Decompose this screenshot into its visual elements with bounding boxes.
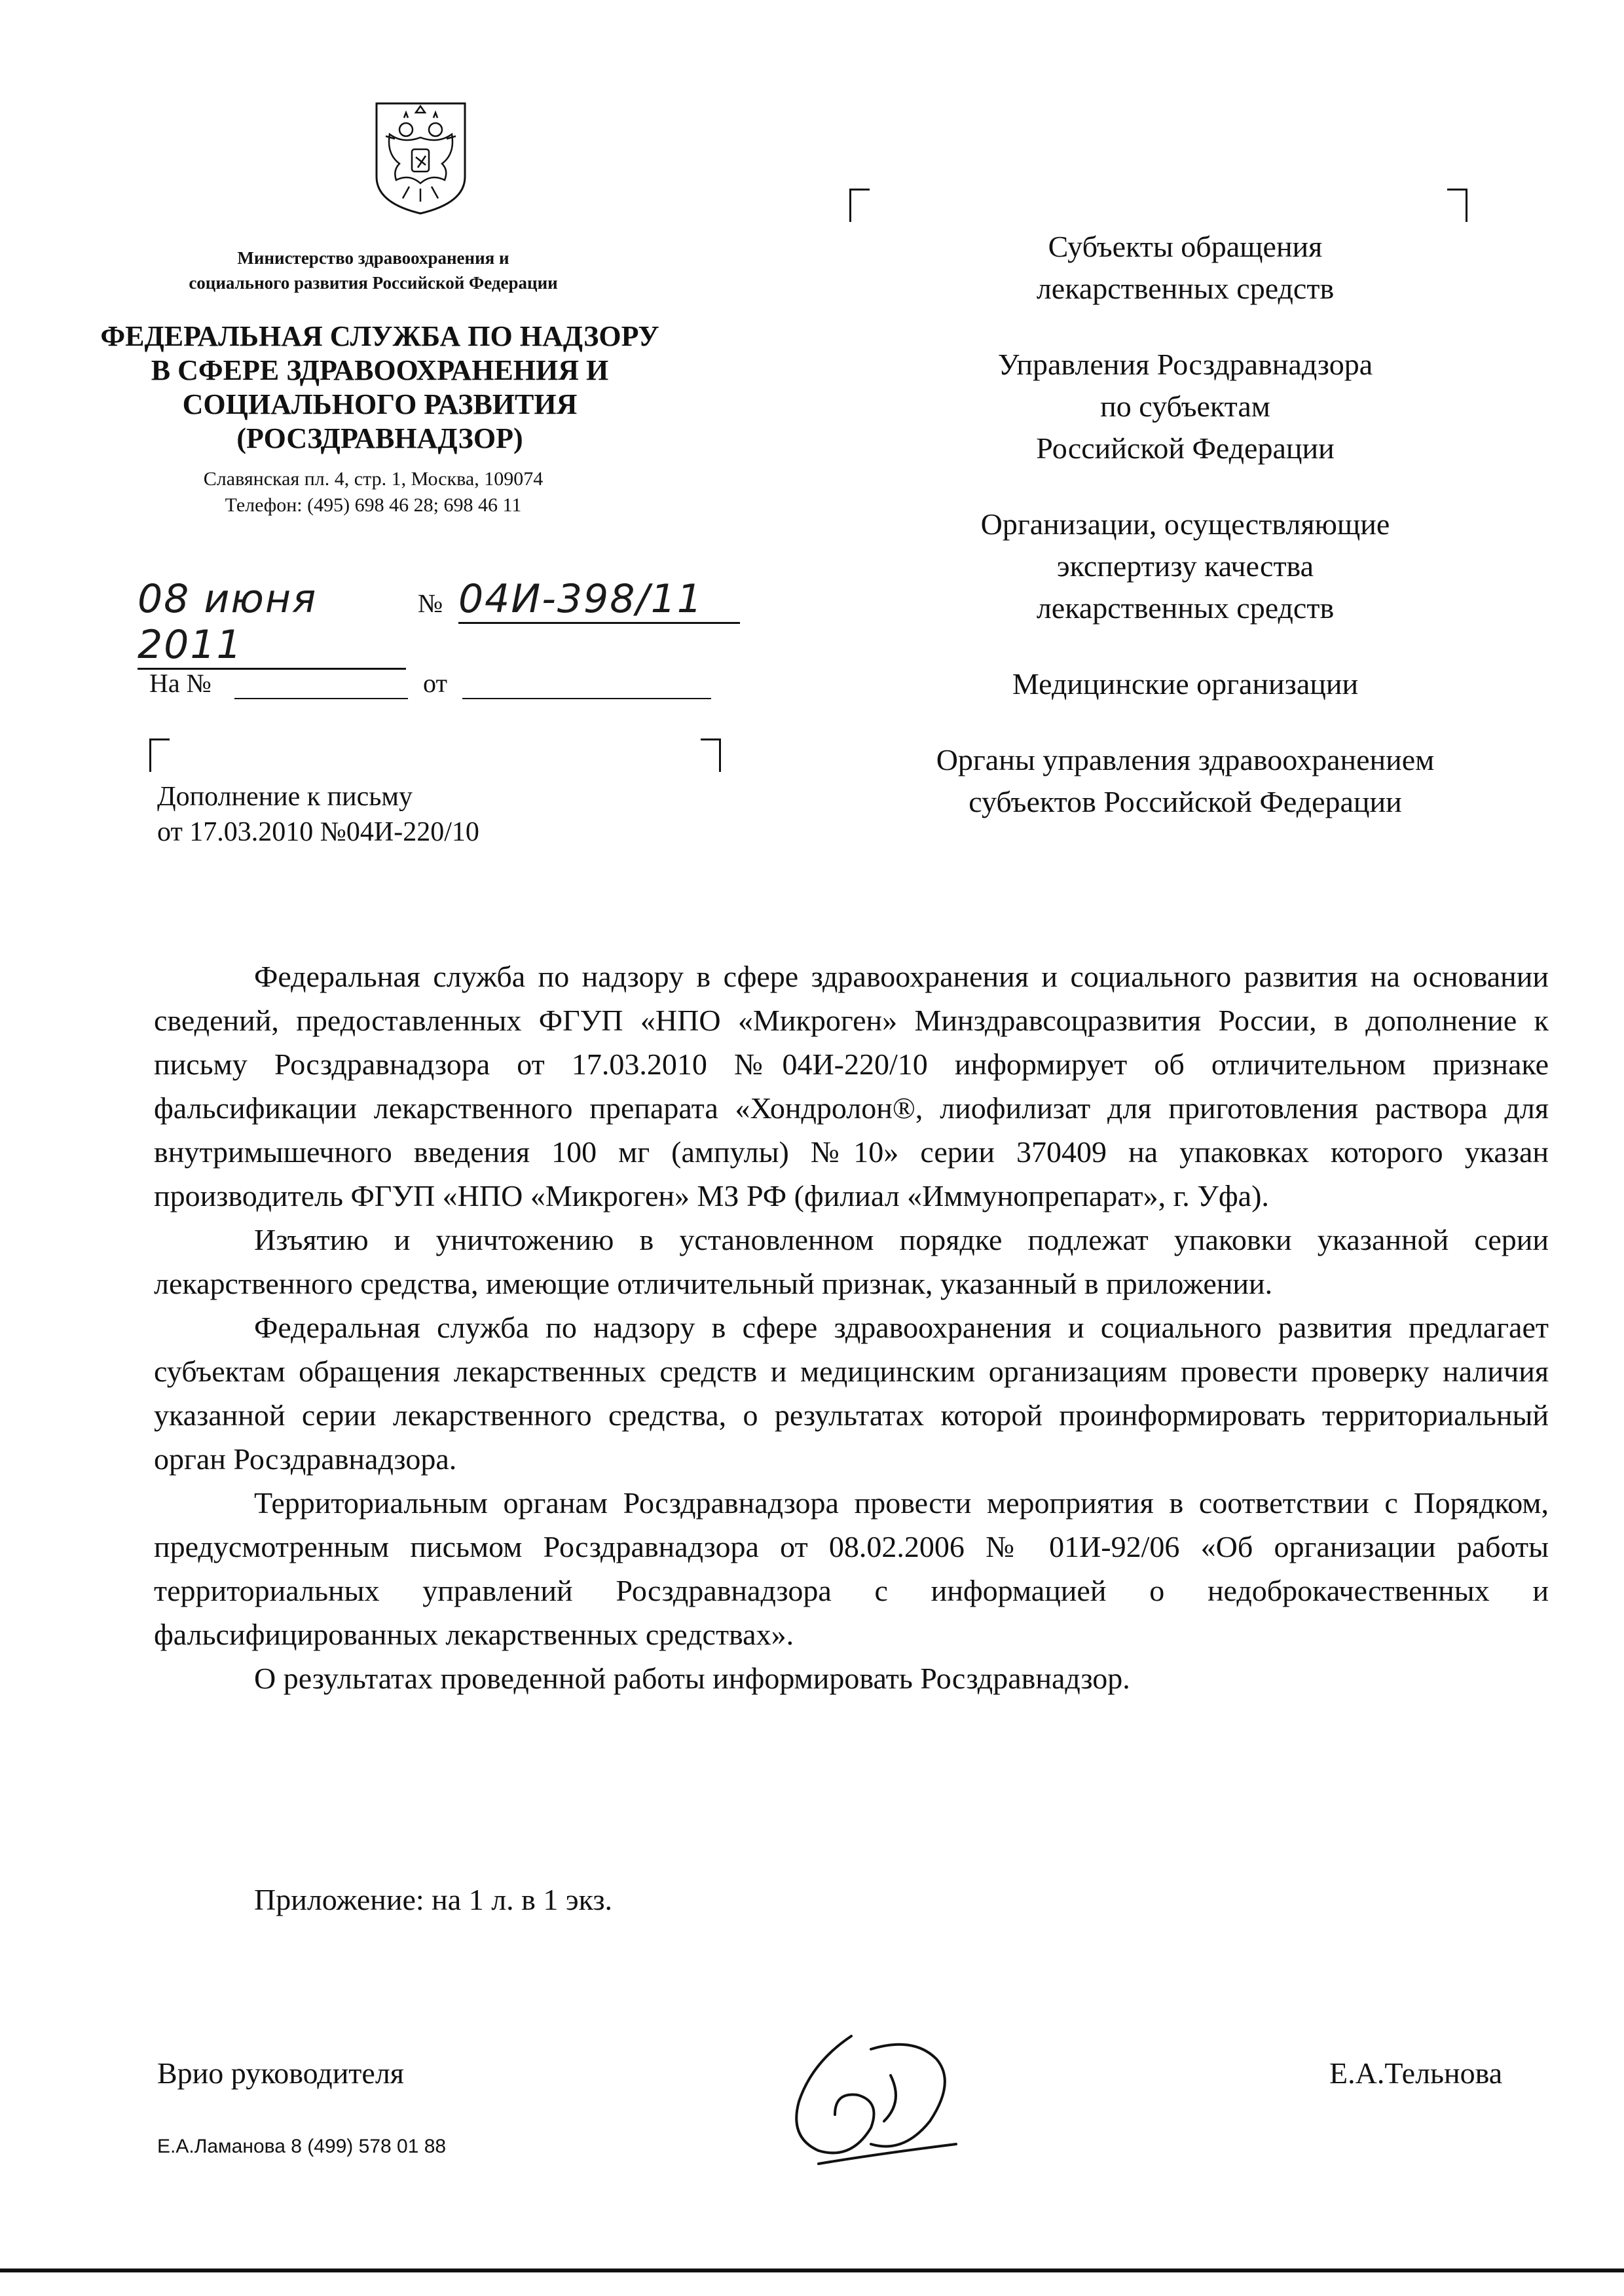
ministry-line: Министерство здравоохранения и xyxy=(237,248,509,268)
recipient-line: по субъектам xyxy=(1100,390,1270,423)
agency-line: (РОСЗДРАВНАДЗОР) xyxy=(236,422,523,454)
registration-date: 08 июня 2011 xyxy=(138,576,406,670)
reference-line xyxy=(149,668,719,707)
agency-address xyxy=(98,466,648,519)
recipient-group xyxy=(858,739,1513,823)
address-line: Славянская пл. 4, стр. 1, Москва, 109074 xyxy=(203,468,544,490)
recipient-bracket-left xyxy=(849,189,870,222)
ministry-line: социального развития Российской Федерации xyxy=(189,273,558,293)
executor-contact: Е.А.Ламанова 8 (499) 578 01 88 xyxy=(157,2136,447,2157)
signatory-title: Врио руководителя xyxy=(157,2056,404,2090)
body-paragraph: Территориальным органам Росздравнадзора провести мероприятия в соответствии с Порядком, предусмотренным письмом Росздравнадзора от 08.02.2006 № 01И-92/06 «Об организации работы территориальных управлений Росздравнадзора с информацией о недоброкачественных и фальсифицированных лекарственных средствах». xyxy=(154,1486,1549,1651)
recipient-group xyxy=(858,503,1513,629)
ref-from-label: от xyxy=(423,668,447,698)
footer-rule xyxy=(0,2269,1624,2272)
registration-number: 04И-398/11 xyxy=(458,576,740,624)
agency-line: СОЦИАЛЬНОГО РАЗВИТИЯ xyxy=(182,388,578,420)
recipient-line: субъектов Российской Федерации xyxy=(969,785,1402,818)
body-paragraph: О результатах проведенной работы информировать Росздравнадзор. xyxy=(254,1662,1130,1695)
attachment-note: Приложение: на 1 л. в 1 экз. xyxy=(254,1883,613,1916)
handwritten-signature-icon xyxy=(773,2023,969,2174)
subject-bracket-right xyxy=(701,738,721,772)
ref-date-blank xyxy=(462,698,711,699)
registration-line xyxy=(138,576,747,668)
recipient-line: экспертизу качества xyxy=(1056,549,1314,583)
recipient-line: лекарственных средств xyxy=(1036,272,1335,305)
body-paragraph: Федеральная служба по надзору в сфере здравоохранения и социального развития на основании сведений, предоставленных ФГУП «НПО «Микроген» Минздравсоцразвития России, в дополнение к письму Росздравнадзора от 17.03.2010 №04И-220/10 информирует об отличительном признаке фальсификации лекарственного препарата «Хондролон®, лиофилизат для приготовления раствора для внутримышечного введения 100 мг (ампулы) №10» серии 370409 на упаковках которого указан производитель ФГУП «НПО «Микроген» МЗ РФ (филиал «Иммунопрепарат», г. Уфа). xyxy=(154,960,1549,1212)
addendum-line: Дополнение к письму xyxy=(157,782,413,812)
signatory-name: Е.А.Тельнова xyxy=(1329,2056,1503,2090)
body-paragraph: Изъятию и уничтожению в установленном порядке подлежат упаковки указанной серии лекарственного средства, имеющие отличительный признак, указанный в приложении. xyxy=(154,1223,1549,1300)
recipients-block xyxy=(858,226,1513,857)
recipient-group xyxy=(858,344,1513,469)
ministry-name xyxy=(98,246,648,295)
ref-number-blank xyxy=(234,698,408,699)
addendum-line: от 17.03.2010 №04И-220/10 xyxy=(157,817,479,847)
phone-line: Телефон: (495) 698 46 28; 698 46 11 xyxy=(225,494,522,516)
body-paragraph: Федеральная служба по надзору в сфере здравоохранения и социального развития предлагает субъектам обращения лекарственных средств и медицинским организациям провести проверку наличия указанной серии лекарственного средства, о результатах которой проинформировать территориальный орган Росздравнадзора. xyxy=(154,1311,1549,1476)
recipient-line: Управления Росздравнадзора xyxy=(997,348,1373,381)
agency-line: В СФЕРЕ ЗДРАВООХРАНЕНИЯ И xyxy=(151,354,609,386)
recipient-line: Организации, осуществляющие xyxy=(980,507,1390,541)
addendum-subject xyxy=(157,779,479,850)
recipient-bracket-right xyxy=(1447,189,1467,222)
recipient-line: лекарственных средств xyxy=(1036,591,1335,625)
recipient-line: Органы управления здравоохранением xyxy=(936,743,1435,776)
agency-line: ФЕДЕРАЛЬНАЯ СЛУЖБА ПО НАДЗОРУ xyxy=(100,320,659,352)
number-label: № xyxy=(418,589,443,618)
recipient-line: Российской Федерации xyxy=(1036,431,1335,465)
recipient-line: Субъекты обращения xyxy=(1048,230,1323,263)
recipient-group xyxy=(858,663,1513,705)
recipient-line: Медицинские организации xyxy=(1012,667,1359,701)
recipient-group xyxy=(858,226,1513,310)
letter-body xyxy=(154,955,1549,1700)
subject-bracket-left xyxy=(149,738,170,772)
coat-of-arms-icon xyxy=(363,98,478,216)
agency-name xyxy=(72,319,688,456)
ref-number-label: На № xyxy=(149,668,212,698)
